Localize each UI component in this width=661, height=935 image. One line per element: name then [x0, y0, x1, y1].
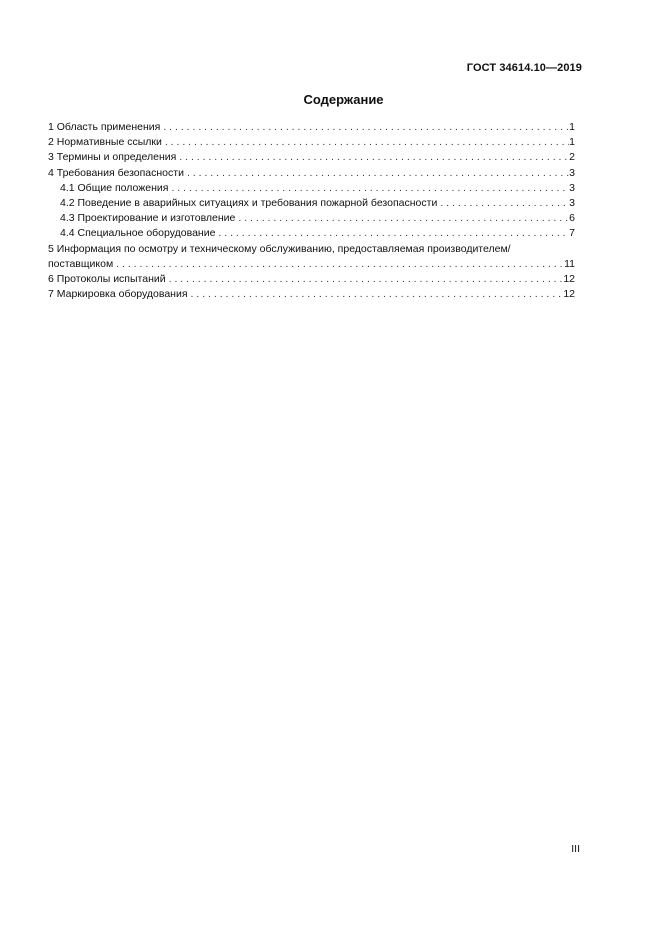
table-of-contents	[48, 120, 575, 302]
toc-entry[interactable]	[48, 166, 575, 181]
toc-leader-dots	[188, 287, 564, 302]
page-number: III	[571, 843, 580, 855]
toc-entry-line[interactable]	[48, 242, 575, 257]
toc-entry-page: 1	[569, 121, 575, 133]
toc-entry-page: 2	[569, 151, 575, 164]
toc-leader-dots	[437, 196, 569, 211]
toc-leader-dots	[184, 166, 569, 181]
toc-entry-page: 6	[569, 212, 575, 225]
toc-entry-title: 4.1 Общие положения	[60, 181, 169, 194]
toc-entry-page: 3	[569, 181, 575, 194]
toc-entry-page: 1	[569, 136, 575, 149]
toc-entry[interactable]	[48, 150, 575, 165]
toc-leader-dots	[235, 211, 569, 226]
toc-entry-title: 6 Протоколы испытаний	[48, 273, 166, 286]
toc-entry[interactable]	[48, 135, 575, 150]
toc-entry-page: 3	[569, 166, 575, 179]
toc-leader-dots	[113, 257, 564, 272]
toc-entry-page: 7	[569, 227, 575, 240]
toc-entry[interactable]	[48, 257, 575, 272]
toc-subentry[interactable]	[48, 181, 575, 196]
toc-entry-title: 4.4 Специальное оборудование	[60, 227, 216, 240]
toc-leader-dots	[215, 226, 569, 241]
toc-subentry[interactable]	[48, 211, 575, 226]
toc-leader-dots	[160, 120, 569, 135]
toc-entry-title-continued: поставщиком	[48, 257, 114, 270]
toc-entry-title: 1 Область применения	[48, 121, 161, 133]
toc-entry-page: 3	[569, 197, 575, 210]
toc-leader-dots	[162, 135, 569, 150]
toc-entry[interactable]	[48, 287, 575, 302]
toc-entry-page: 12	[563, 288, 575, 301]
toc-entry-title: 4.2 Поведение в аварийных ситуациях и требования пожарной безопасности	[60, 197, 438, 210]
toc-entry-title: 3 Термины и определения	[48, 151, 177, 164]
toc-subentry[interactable]	[48, 226, 575, 241]
toc-subentry[interactable]	[48, 196, 575, 211]
toc-entry[interactable]	[48, 120, 575, 135]
toc-entry-title: 5 Информация по осмотру и техническому обслуживанию, предоставляемая производителем/	[48, 242, 511, 255]
toc-entry[interactable]	[48, 272, 575, 287]
toc-entry-title: 2 Нормативные ссылки	[48, 136, 162, 149]
toc-entry-title: 4.3 Проектирование и изготовление	[60, 212, 236, 225]
toc-entry-title: 4 Требования безопасности	[48, 166, 184, 179]
toc-leader-dots	[166, 272, 564, 287]
toc-entry-page: 11	[564, 257, 575, 270]
toc-leader-dots	[168, 181, 569, 196]
toc-leader-dots	[176, 150, 569, 165]
document-code: ГОСТ 34614.10—2019	[466, 62, 582, 74]
toc-entry-title: 7 Маркировка оборудования	[48, 288, 188, 301]
toc-entry-page: 12	[563, 273, 575, 286]
toc-title: Содержание	[303, 92, 384, 107]
